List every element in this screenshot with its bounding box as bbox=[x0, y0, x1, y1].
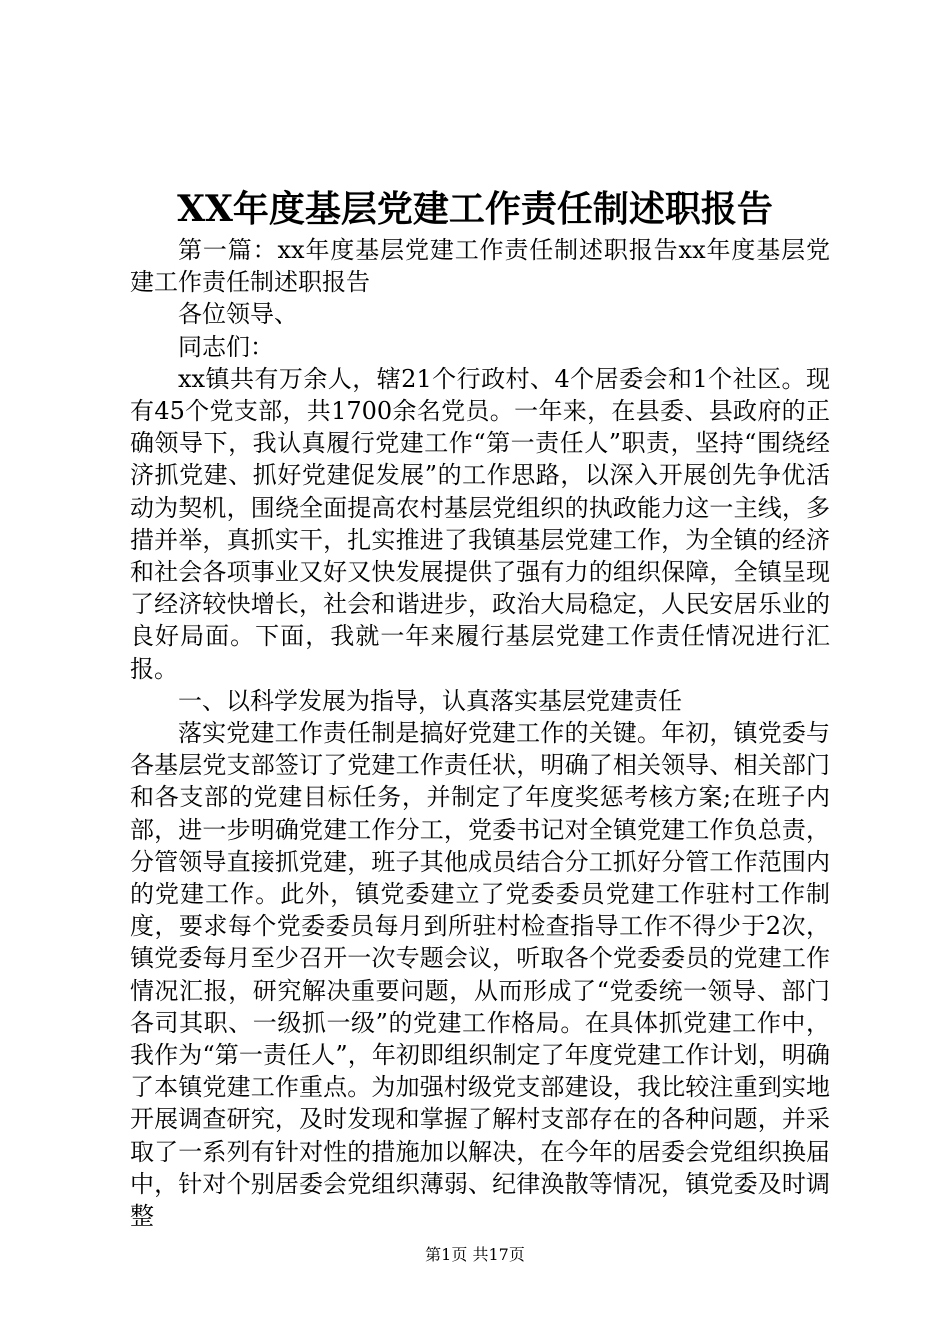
page-total: 共17页 bbox=[472, 1245, 525, 1264]
page-footer bbox=[0, 1244, 950, 1266]
document-title: XX年度基层党建工作责任制述职报告 bbox=[177, 188, 773, 230]
paragraph-salutation-comrades: 同志们： bbox=[178, 332, 274, 361]
paragraph-overview: xx镇共有万余人，辖21个行政村、4个居委会和1个社区。现有45个党支部，共1700余名党员。一年来，在县委、县政府的正确领导下，我认真履行党建工作“第一责任人”职责，坚持“围绕经济抓党建、抓好党建促发展”的工作思路，以深入开展创先争优活动为契机，围绕全面提高农村基层党组织的执政能力这一主线，多措并举，真抓实干，扎实推进了我镇基层党建工作，为全镇的经济和社会各项事业又好又快发展提供了强有力的组织保障，全镇呈现了经济较快增长，社会和谐进步，政治大局稳定，人民安居乐业的良好局面。下面，我就一年来履行基层党建工作责任情况进行汇报。 bbox=[130, 364, 830, 683]
paragraph-section-1: 落实党建工作责任制是搞好党建工作的关键。年初，镇党委与各基层党支部签订了党建工作责任状，明确了相关领导、相关部门和各支部的党建目标任务，并制定了年度奖惩考核方案;在班子内部，进一步明确党建工作分工，党委书记对全镇党建工作负总责，分管领导直接抓党建，班子其他成员结合分工抓好分管工作范围内的党建工作。此外，镇党委建立了党委委员党建工作驻村工作制度，要求每个党委委员每月到所驻村检查指导工作不得少于2次，镇党委每月至少召开一次专题会议，听取各个党委委员的党建工作情况汇报，研究解决重要问题，从而形成了“党委统一领导、部门各司其职、一级抓一级”的党建工作格局。在具体抓党建工作中，我作为“第一责任人”，年初即组织制定了年度党建工作计划，明确了本镇党建工作重点。为加强村级党支部建设，我比较注重到实地开展调查研究，及时发现和掌握了解村支部存在的各种问题，并采取了一系列有针对性的措施加以解决，在今年的居委会党组织换届中，针对个别居委会党组织薄弱、纪律涣散等情况，镇党委及时调整 bbox=[130, 719, 830, 1231]
document-body bbox=[130, 234, 830, 1232]
section-heading-1: 一、以科学发展为指导，认真落实基层党建责任 bbox=[178, 686, 682, 715]
paragraph-salutation-leaders: 各位领导、 bbox=[178, 300, 298, 329]
paragraph-intro: 第一篇：xx年度基层党建工作责任制述职报告xx年度基层党建工作责任制述职报告 bbox=[130, 236, 830, 297]
page-number: 第1页 bbox=[425, 1245, 468, 1264]
